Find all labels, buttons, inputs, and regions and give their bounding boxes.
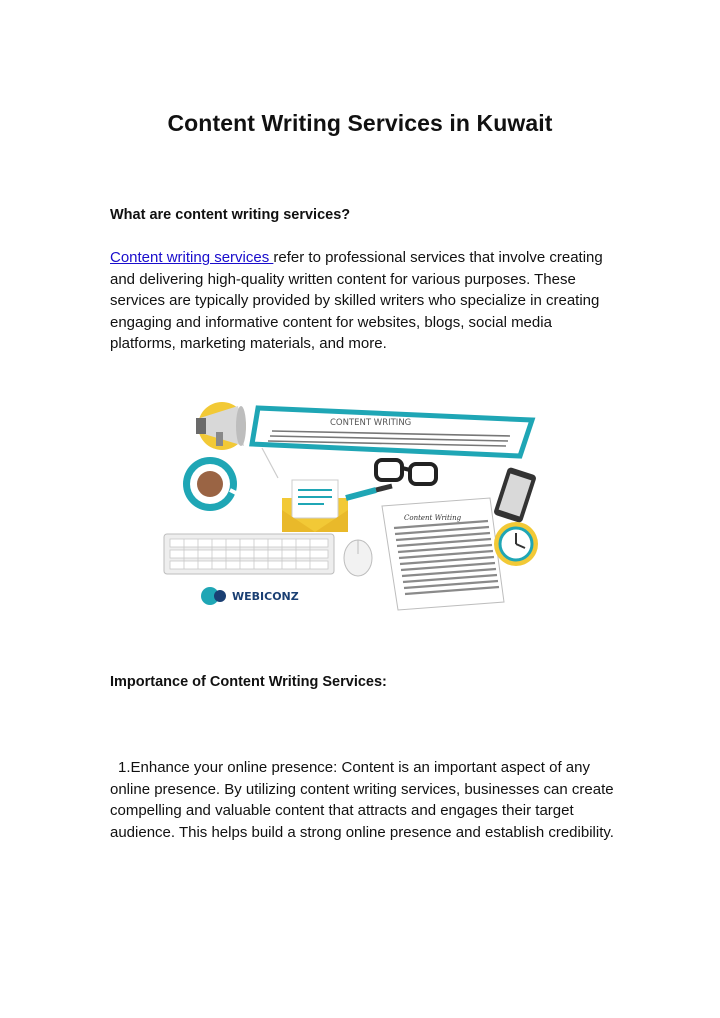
mouse-icon <box>344 540 372 576</box>
importance-item-1: 1.Enhance your online presence: Content is an important aspect of any online presence. By utilizing content writing services, businesses can create compelling and valuable content that attracts and engages their target audience. This helps build a strong online presence and establish credibility. <box>110 759 614 841</box>
paper-heading: Content Writing <box>404 514 462 522</box>
megaphone-icon <box>196 402 246 450</box>
envelope-icon <box>282 480 348 532</box>
webiconz-logo <box>201 587 299 605</box>
intro-paragraph <box>110 247 620 355</box>
section-heading-what: What are content writing services? <box>110 207 351 223</box>
page-title: Content Writing Services in Kuwait <box>167 110 553 136</box>
banner-text: CONTENT WRITING <box>330 418 412 428</box>
document-paper-icon <box>382 498 504 610</box>
monitor-icon <box>252 408 532 478</box>
phone-icon <box>493 467 537 524</box>
pen-icon <box>346 486 392 498</box>
content-writing-illustration <box>160 398 560 620</box>
glasses-icon <box>376 460 436 484</box>
keyboard-icon <box>164 534 334 574</box>
intro-paragraph-text: refer to professional services that involve creating and delivering high-quality written content for various purposes. These services are typically provided by skilled writers who specialize in creating engaging and informative content for websites, blogs, social media platforms, marketing materials, and more. <box>110 249 603 352</box>
content-writing-services-link[interactable]: Content writing services <box>110 249 274 266</box>
logo-text: WEBICONZ <box>232 590 299 603</box>
section-heading-importance: Importance of Content Writing Services: <box>110 674 387 690</box>
coffee-cup-icon <box>183 457 242 511</box>
clock-icon <box>494 522 538 566</box>
